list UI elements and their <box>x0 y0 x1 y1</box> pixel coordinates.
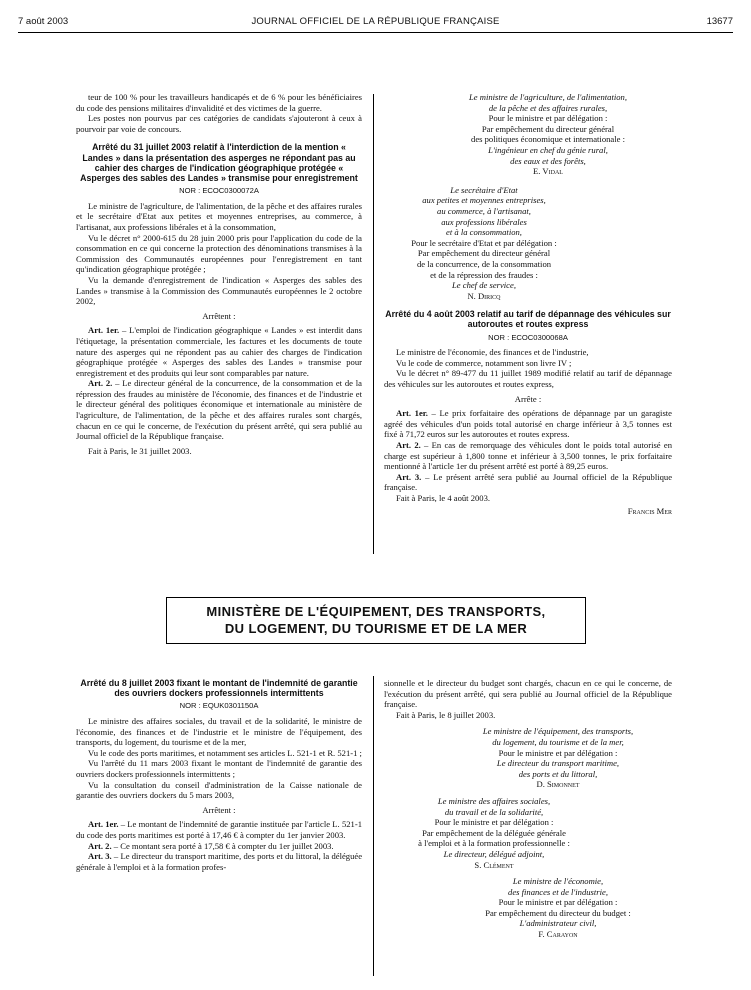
article-label: Art. 1er. <box>88 819 119 830</box>
article-text: – Le prix forfaitaire des opérations de dépannage par un garagiste agréé des véhicules d'un poids total autorisé en charge inférieur à 3,5 tonnes est fixé à 71,72 euros sur les autoroutes et routes express. <box>384 408 672 440</box>
signature-line: et à la consommation, <box>446 227 522 238</box>
arrete-heading: Arrête : <box>514 393 542 404</box>
article-label: Art. 1er. <box>88 325 120 336</box>
signature-line: des ports et du littoral, <box>518 768 598 779</box>
signatory-name: D. Simonnet <box>536 779 580 790</box>
column-divider-bottom <box>373 676 374 976</box>
nor-reference: NOR : EQUK0301150A <box>179 701 259 711</box>
right-column-top <box>384 92 672 516</box>
preamble-paragraph: Vu la demande d'enregistrement de l'indication « Asperges des sables des Landes » transmise à la Commission des Communautés européennes le 2 octobre 2002, <box>76 274 362 307</box>
signature-line: Pour le secrétaire d'Etat et par délégation : <box>411 237 557 248</box>
signature-line: Le ministre de l'agriculture, de l'alimentation, <box>469 92 627 102</box>
signature-line: Pour le ministre et par délégation : <box>488 113 608 124</box>
preamble-paragraph: Vu la consultation du conseil d'administration de la Caisse nationale de garantie des ouvriers dockers du 5 mars 2003, <box>76 779 362 801</box>
signature-block <box>384 726 672 790</box>
article-label: Art. 2. <box>88 378 113 389</box>
article <box>76 378 362 442</box>
signature-line: de la concurrence, de la consommation <box>416 258 552 269</box>
article <box>384 472 672 493</box>
article <box>384 440 672 472</box>
article-text: – Le directeur général de la concurrence, de la consommation et de la répression des fraudes au ministère de l'économie, des finances et de l'industrie et le directeur général des politiques économique et internationale au ministère de l'agriculture, de l'alimentation, de la pêche et des affaires rurales sont chargés, chacun en ce qui le concerne, de l'exécution du présent arrêté, qui sera publié au Journal officiel de la République française. <box>76 378 362 442</box>
signature-line: Le ministre de l'équipement, des transports, <box>482 726 634 737</box>
article-label: Art. 2. <box>88 840 112 851</box>
signature-line: des politiques économique et internationale : <box>471 134 625 145</box>
signature-line: Le chef de service, <box>452 280 516 291</box>
article-label: Art. 3. <box>396 471 422 482</box>
arrete-title: Arrêté du 4 août 2003 relatif au tarif de dépannage des véhicules sur autoroutes et routes express <box>385 309 671 330</box>
fait-line: Fait à Paris, le 4 août 2003. <box>396 493 491 503</box>
signature-line: au commerce, à l'artisanat, <box>437 205 531 216</box>
preamble-paragraph: Vu l'arrêté du 11 mars 2003 fixant le montant de l'indemnité de garantie des ouvriers dockers professionnels intermittents ; <box>76 758 362 779</box>
banner-line: DU LOGEMENT, DU TOURISME ET DE LA MER <box>224 621 528 636</box>
fait-line: Fait à Paris, le 8 juillet 2003. <box>396 709 496 720</box>
arrete-title: Arrêté du 31 juillet 2003 relatif à l'interdiction de la mention « Landes » dans la présentation des asperges ne répondant pas au cahier des charges de l'indication géographique protégée « Asperges des sables des Landes » transmise pour enregistrement <box>80 142 358 183</box>
signature-line: Par empêchement du directeur général <box>481 123 615 134</box>
signature-line: Par empêchement du directeur du budget : <box>485 907 631 918</box>
continuation-paragraph: sionnelle et le directeur du budget sont chargés, chacun en ce qui le concerne, de l'exécution du présent arrêté, qui sera publié au Journal officiel de la République française. <box>384 678 672 710</box>
article-text: – Le présent arrêté sera publié au Journal officiel de la République française. <box>384 471 673 493</box>
preamble-paragraph: Vu le code des ports maritimes, et notamment ses articles L. 521-1 et R. 521-1 ; <box>88 747 362 758</box>
signature-line: L'ingénieur en chef du génie rural, <box>488 144 608 155</box>
signature-line: Le directeur du transport maritime, <box>496 758 620 769</box>
signatory-name: N. Diricq <box>467 290 501 301</box>
arretent-heading: Arrêtent : <box>202 310 236 321</box>
article <box>76 851 362 872</box>
article-label: Art. 1er. <box>396 408 428 419</box>
signatory-name: S. Clément <box>474 859 514 870</box>
article-text: – Le montant de l'indemnité de garantie instituée par l'article L. 521-1 du code des ports maritimes est porté à 17,46 € à compter du 1er janvier 2003. <box>76 819 362 840</box>
signature-line: et de la répression des fraudes : <box>430 269 538 280</box>
signature-line: des finances et de l'industrie, <box>508 886 608 897</box>
signature-line: de la pêche et des affaires rurales, <box>488 102 608 113</box>
preamble-paragraph: Le ministre des affaires sociales, du travail et de la solidarité, le ministre de l'économie, des finances et de l'industrie et le ministre de l'équipement, des transports, du logement, du tourisme et de la mer, <box>76 716 362 748</box>
signature-block <box>384 876 672 940</box>
signature-line: Pour le ministre et par délégation : <box>434 817 554 828</box>
signature-block <box>384 185 584 302</box>
article <box>384 408 672 440</box>
preamble-paragraph: Le ministre de l'agriculture, de l'alimentation, de la pêche et des affaires rurales et le secrétaire d'Etat aux petites et moyennes entreprises, au commerce, à l'artisanat, aux professions libérales et à la consommation, <box>76 200 362 232</box>
article <box>76 325 362 378</box>
signature-line: des eaux et des forêts, <box>510 155 586 166</box>
nor-reference: NOR : ECOC0300072A <box>179 186 259 196</box>
signatory-name: F. Carayon <box>538 929 578 940</box>
signature-line: L'administrateur civil, <box>519 918 597 929</box>
article-text: – En cas de remorquage des véhicules dont le poids total autorisé en charge est supérieur à 1,800 tonne et inférieur à 3,500 tonnes, le prix forfaitaire mentionné à l'article 1er du présent arrêté est porté à 89,25 euros. <box>384 440 673 472</box>
article-text: – Le directeur du transport maritime, des ports et du littoral, la déléguée générale à l'emploi et à la formation profes- <box>76 851 363 872</box>
preamble-paragraph: Le ministre de l'économie, des finances et de l'industrie, <box>396 347 589 358</box>
signature-line: du logement, du tourisme et de la mer, <box>492 736 624 747</box>
page-number: 13677 <box>706 16 733 27</box>
preamble-paragraph: Vu le décret n° 2000-615 du 28 juin 2000 pris pour l'application du code de la consommation en ce qui concerne la protection des dénominations transmises à la Commission des Communautés européennes pour l'enregistrement en tant qu'indication géographique protégée ; <box>76 232 362 275</box>
signatory-name: Francis Mer <box>627 505 672 516</box>
article <box>76 819 362 840</box>
right-column-bottom <box>384 678 672 940</box>
arretent-heading: Arrêtent : <box>202 804 236 815</box>
preamble-paragraph: Vu le décret n° 89-477 du 11 juillet 1989 modifié relatif au tarif de dépannage des véhicules sur les autoroutes et routes express, <box>384 368 672 390</box>
signatory-name: E. Vidal <box>533 166 563 177</box>
fait-line: Fait à Paris, le 31 juillet 2003. <box>88 445 192 456</box>
article-label: Art. 2. <box>396 440 421 451</box>
signature-line: Le secrétaire d'Etat <box>450 184 518 195</box>
article-text: – L'emploi de l'indication géographique « Landes » est interdit dans l'étiquetage, la présentation commerciale, les factures et les documents de toute nature des asperges qui ne répondent pas au cahier des charges de l'indication géographique protégée « Asperges des sables des Landes » transmise pour enregistrement et des produits qui leur sont comparables par nature. <box>76 325 362 378</box>
page-header <box>18 12 733 33</box>
article <box>76 841 362 852</box>
journal-title: JOURNAL OFFICIEL DE LA RÉPUBLIQUE FRANÇAISE <box>251 16 500 27</box>
signature-line: Pour le ministre et par délégation : <box>498 897 618 908</box>
signature-line: Le directeur, délégué adjoint, <box>443 848 545 859</box>
signature-line: à l'emploi et à la formation professionnelle : <box>418 838 570 849</box>
continuation-paragraph: Les postes non pourvus par ces catégories de candidats s'ajouteront à ceux à pourvoir par voie de concours. <box>76 113 362 134</box>
article-label: Art. 3. <box>88 851 112 862</box>
article-text: – Ce montant sera porté à 17,58 € à compter du 1er juillet 2003. <box>111 840 334 851</box>
ministry-banner <box>166 597 586 644</box>
signature-line: Le ministre de l'économie, <box>512 876 604 887</box>
left-column-top <box>76 92 362 456</box>
header-date: 7 août 2003 <box>18 16 69 27</box>
nor-reference: NOR : ECOC0300068A <box>488 332 568 342</box>
signature-line: aux petites et moyennes entreprises, <box>422 195 546 206</box>
signature-line: aux professions libérales <box>441 216 527 227</box>
banner-line: MINISTÈRE DE L'ÉQUIPEMENT, DES TRANSPORTS, <box>206 604 546 619</box>
column-divider-top <box>373 94 374 554</box>
left-column-bottom <box>76 678 362 872</box>
signature-line: Pour le ministre et par délégation : <box>498 747 618 758</box>
signature-line: Par empêchement du directeur général <box>417 248 551 259</box>
continuation-paragraph: teur de 100 % pour les travailleurs handicapés et de 6 % pour les bénéficiaires du code des pensions militaires d'invalidité et des victimes de la guerre. <box>76 92 362 113</box>
preamble-paragraph: Vu le code de commerce, notamment son livre IV ; <box>396 357 572 368</box>
signature-line: du travail et de la solidarité, <box>444 806 544 817</box>
signature-block <box>384 92 672 177</box>
signature-block <box>384 796 604 870</box>
signature-line: Par empêchement de la déléguée générale <box>422 827 566 838</box>
signature-line: Le ministre des affaires sociales, <box>437 795 551 806</box>
arrete-title: Arrêté du 8 juillet 2003 fixant le montant de l'indemnité de garantie des ouvriers dockers professionnels intermittents <box>80 678 358 699</box>
